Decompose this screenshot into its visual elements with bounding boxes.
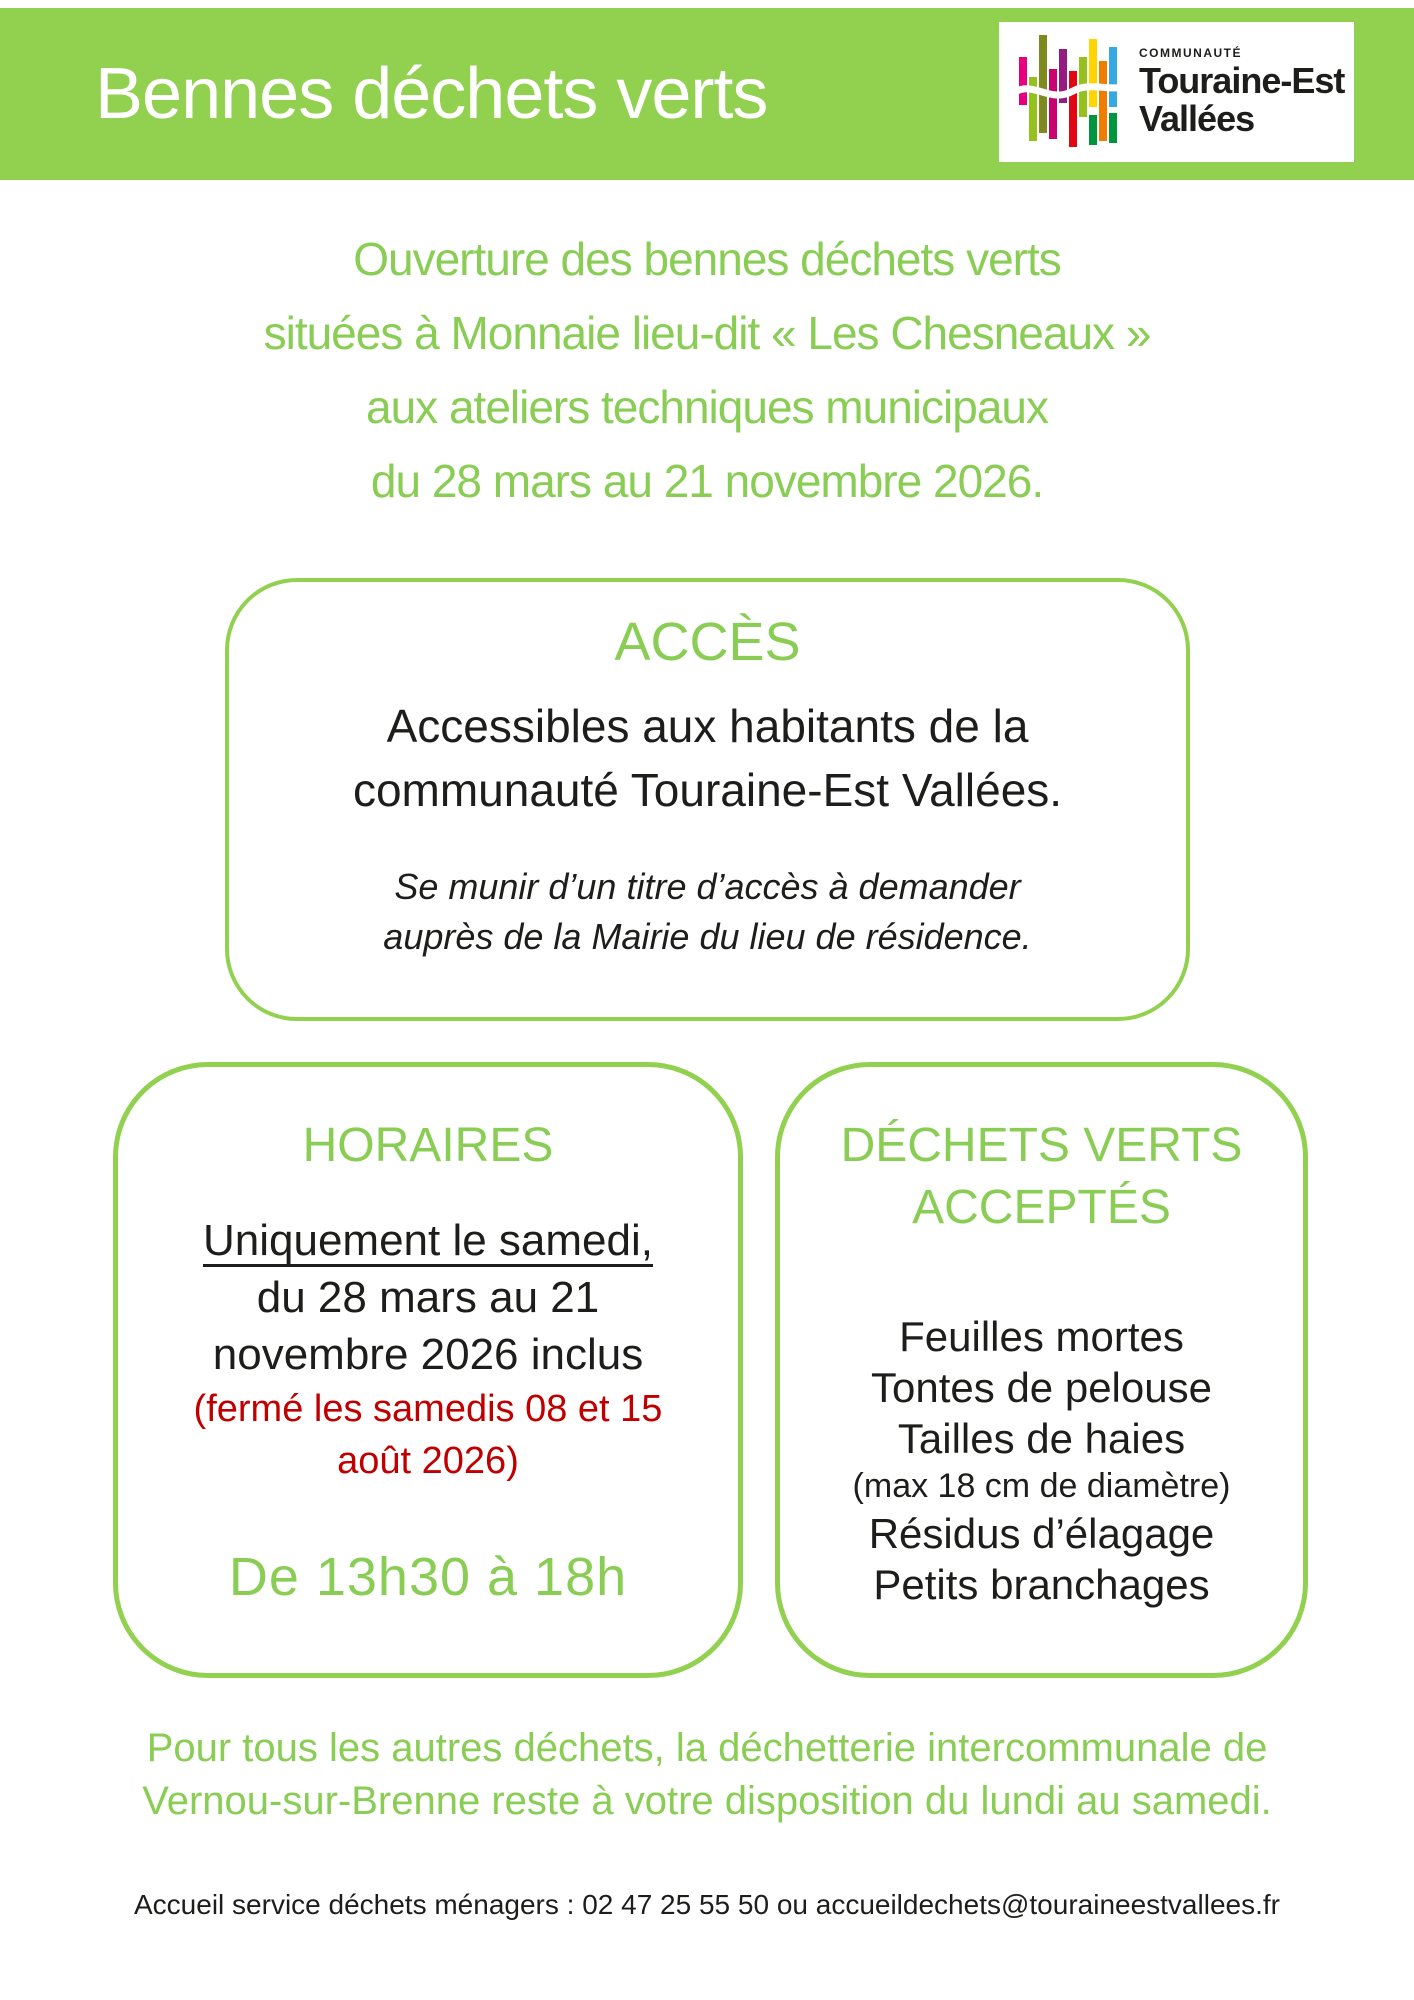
access-body: [229, 694, 1186, 822]
dechets-item: Feuilles mortes: [899, 1313, 1184, 1360]
logo-name-line1: Touraine-Est: [1139, 59, 1345, 101]
dechets-items: [780, 1311, 1303, 1610]
access-body-line: communauté Touraine-Est Vallées.: [352, 764, 1063, 816]
dechets-title-line: DÉCHETS VERTS: [840, 1119, 1243, 1172]
access-title: ACCÈS: [614, 612, 801, 672]
intro-line: aux ateliers techniques municipaux: [366, 381, 1048, 433]
horaires-period-line: novembre 2026 inclus: [212, 1330, 644, 1379]
horaires-period: [118, 1269, 738, 1383]
logo-name-line2: Vallées: [1139, 97, 1255, 139]
dechets-box: [775, 1062, 1308, 1678]
footer-note-line: Pour tous les autres déchets, la déchetterie intercommunale de: [146, 1726, 1268, 1770]
dechets-item: Résidus d’élagage: [868, 1510, 1215, 1557]
horaires-hours: De 13h30 à 18h: [228, 1547, 628, 1607]
dechets-item: Petits branchages: [873, 1561, 1210, 1608]
horaires-box: [113, 1062, 743, 1678]
dechets-item-note: (max 18 cm de diamètre): [852, 1467, 1231, 1505]
horaires-closed-notice: [118, 1383, 738, 1487]
access-note: [229, 862, 1186, 962]
horaires-saturday-line: Uniquement le samedi,: [202, 1216, 653, 1265]
logo-text: [1139, 47, 1344, 138]
access-note-line: Se munir d’un titre d’accès à demander: [394, 866, 1021, 907]
intro-line: du 28 mars au 21 novembre 2026.: [370, 455, 1044, 507]
header-banner: [0, 8, 1414, 180]
logo-wave-icon: [1013, 31, 1129, 153]
footer-note-line: Vernou-sur-Brenne reste à votre disposition du lundi au samedi.: [142, 1779, 1272, 1823]
logo-communaute-label: COMMUNAUTÉ: [1139, 45, 1242, 60]
horaires-closed-line: (fermé les samedis 08 et 15: [193, 1388, 663, 1430]
horaires-title: HORAIRES: [302, 1119, 554, 1172]
contact-line: Accueil service déchets ménagers : 02 47 25 55 50 ou accueildechets@touraineestvallees.fr: [134, 1889, 1280, 1920]
horaires-period-line: du 28 mars au 21: [256, 1273, 600, 1322]
horaires-closed-line: août 2026): [337, 1440, 519, 1482]
dechets-title: [780, 1115, 1303, 1239]
intro-paragraph: [0, 222, 1414, 518]
logo-bars-icon: [1019, 31, 1123, 153]
page-title: Bennes déchets verts: [95, 54, 768, 134]
dechets-title-line: ACCEPTÉS: [912, 1181, 1171, 1234]
access-note-line: auprès de la Mairie du lieu de résidence.: [383, 916, 1032, 957]
intro-line: situées à Monnaie lieu-dit « Les Chesneaux »: [263, 307, 1151, 359]
dechets-item: Tailles de haies: [897, 1415, 1186, 1462]
access-body-line: Accessibles aux habitants de la: [386, 700, 1029, 752]
community-logo: [999, 22, 1354, 162]
intro-line: Ouverture des bennes déchets verts: [353, 233, 1061, 285]
access-box: [225, 578, 1190, 1021]
dechets-item: Tontes de pelouse: [871, 1364, 1212, 1411]
footer-note: [0, 1722, 1414, 1828]
